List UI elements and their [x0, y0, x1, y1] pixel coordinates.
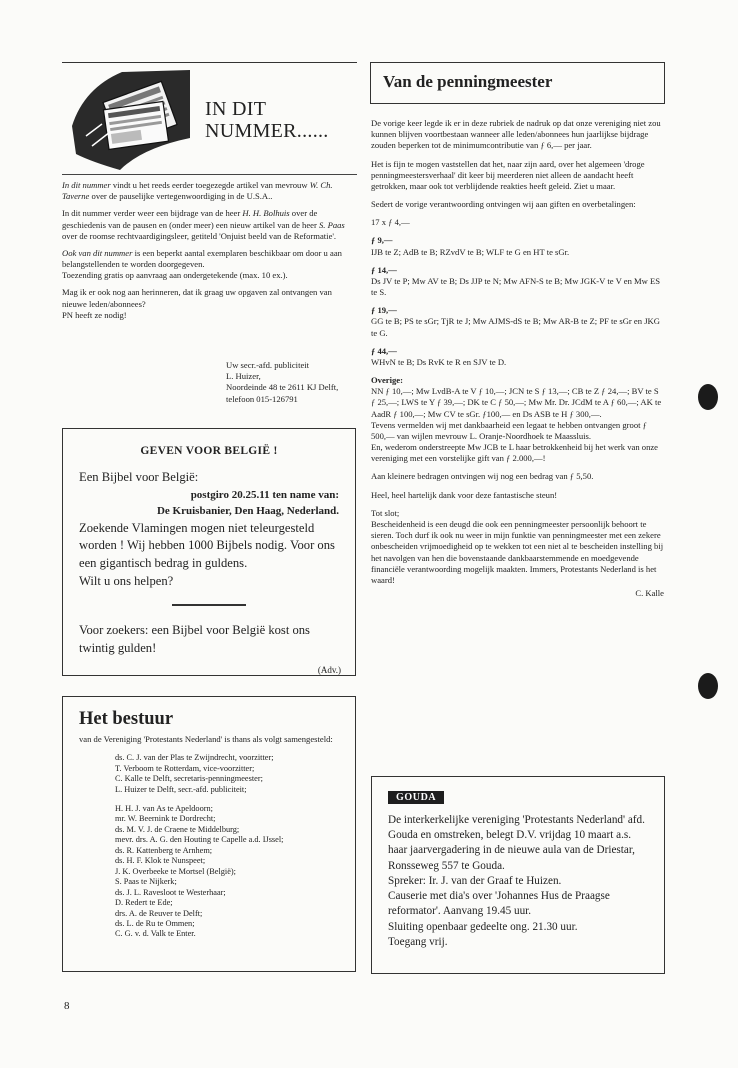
- donor-list: GG te B; PS te sGr; TjR te J; Mw AJMS-dS te B; Mw AR-B te Z; PF te sGr en JKG te G.: [371, 316, 660, 338]
- belgie-separator: [172, 604, 246, 606]
- board-member: S. Paas te Nijkerk;: [115, 877, 177, 887]
- board-member: C. G. v. d. Valk te Enter.: [115, 929, 196, 939]
- gouda-notice: [371, 776, 665, 974]
- paragraph: Aan kleinere bedragen ontvingen wij nog een bedrag van ƒ 5,50.: [371, 471, 594, 482]
- belgie-body: Zoekende Vlamingen mogen niet teleurgesteld worden ! Wij hebben 1000 Bijbels nodig. Voor ons een gigantisch bedrag in guldens.: [79, 520, 335, 570]
- bestuur-title: Het bestuur: [79, 709, 174, 729]
- board-member: D. Redert te Ede;: [115, 898, 173, 908]
- closing-paragraph: Bescheidenheid is een deugd die ook een penningmeester persoonlijk behoort te sieren. Toch durf ik ook nu weer in mijn funktie van penningmeester met een zekere onbescheiden vrijmoedigheid op te wekken tot een niet al te bescheiden instelling bij het navolgen van hen die bovenstaande dankbaarstemmende en moedgevende financiële verantwoording mogelijk maakten. Immers, Protestants Nederland is het waard!: [371, 518, 664, 585]
- bestuur-intro: van de Vereniging 'Protestants Nederland' is thans als volgt samengesteld:: [79, 734, 333, 744]
- board-member: mevr. drs. A. G. den Houting te Capelle a.d. IJssel;: [115, 835, 284, 845]
- board-member: ds. J. L. Ravesloot te Westerhaar;: [115, 887, 226, 897]
- belgie-footer: Voor zoekers: een Bijbel voor België kost ons twintig gulden!: [79, 623, 310, 655]
- board-list-officers: [115, 753, 355, 795]
- paragraph: Sedert de vorige verantwoording ontvingen wij aan giften en overbetalingen:: [371, 199, 636, 210]
- signature-block: [226, 360, 338, 405]
- title-line-1: IN DIT: [205, 98, 267, 120]
- punch-hole: [698, 384, 718, 410]
- board-member: C. Kalle te Delft, secretaris-penningmeester;: [115, 774, 263, 784]
- paragraph: 17 x ƒ 4,—: [371, 217, 410, 228]
- belgie-ask: Wilt u ons helpen?: [79, 573, 174, 588]
- top-rule-left: [62, 62, 357, 63]
- donor-list: Ds JV te P; Mw AV te B; Ds JJP te N; Mw AFN-S te B; Mw JGK-V te V en Mw ES te S.: [371, 275, 661, 298]
- overige-list: NN ƒ 10,—; Mw LvdB-A te V ƒ 10,—; JCN te S ƒ 13,—; CB te Z ƒ 24,—; BV te S ƒ 25,—; LWS te Y ƒ 39,—; DK te C ƒ 50,—; Mw Mr. Dr. JCdM te A ƒ 60,—; AK te AadR ƒ 100,—; Mw CV te sGr. ƒ100,— en Ds ASB te H ƒ 300,—.: [371, 386, 662, 419]
- intro-paragraph-2: In dit nummer verder weer een bijdrage van de heer H. H. Bolhuis over de geschiedenis van de pausen en (onder meer) een nieuw artikel van de heer S. Paas over de roomse rechtvaardigingsleer, getiteld 'Onjuist beeld van de Reformatie'.: [62, 208, 345, 241]
- section-title: [205, 98, 329, 142]
- gouda-badge: GOUDA: [388, 791, 444, 804]
- board-member: T. Verboom te Rotterdam, vice-voorzitter;: [115, 763, 255, 773]
- gouda-text: [388, 813, 653, 950]
- gift-note: En, wederom onderstreepte Mw JCB te L haar betrokkenheid bij het werk van onze vereniging met een vorstelijke gift van ƒ 2.000,—!: [371, 442, 659, 464]
- donor-list: IJB te Z; AdB te B; RZvdV te B; WLF te G en HT te sGr.: [371, 246, 570, 257]
- intro-paragraph-4: Mag ik er ook nog aan herinneren, dat ik graag uw opgaven zal ontvangen van nieuwe leden/abonnees? PN heeft ze nodig!: [62, 287, 332, 320]
- thanks: Heel, heel hartelijk dank voor deze fantastische steun!: [371, 489, 558, 500]
- penningmeester-header: [370, 62, 665, 104]
- signature-line: telefoon 015-126791: [226, 393, 298, 404]
- signature-line: Noordeinde 48 te 2611 KJ Delft,: [226, 382, 339, 393]
- closing-signature: C. Kalle: [635, 588, 664, 599]
- intro-paragraph-1: In dit nummer vindt u het reeds eerder toegezegde artikel van mevrouw W. Ch. Taverne over de pauselijke vertegenwoordiging in de U.S.A..: [62, 180, 333, 202]
- belgie-heading: GEVEN VOOR BELGIË !: [140, 445, 278, 457]
- title-rule: [62, 174, 357, 175]
- punch-hole: [698, 673, 718, 699]
- signature-line: L. Huizer,: [226, 371, 261, 382]
- board-member: J. K. Overbeeke te Mortsel (België);: [115, 866, 236, 876]
- title-line-2: NUMMER......: [205, 120, 329, 142]
- gouda-line: Spreker: Ir. J. van der Graaf te Huizen.: [388, 874, 562, 887]
- legacy-note: Tevens vermelden wij met dankbaarheid een legaat te hebben ontvangen groot ƒ 500,— van wijlen mevrouw L. Oranje-Noordhoek te Maassluis.: [371, 419, 647, 441]
- paragraph: Het is fijn te mogen vaststellen dat het, naar zijn aard, over het algemeen 'droge penningmeestersverhaal' dit keer bij meerderen niet alleen de aandacht heeft getrokken, maar ook tot verblijdende reakties heeft geleid. Ziet u maar.: [371, 158, 645, 191]
- gouda-line: Causerie met dia's over 'Johannes Hus de Praagse reformator'. Aanvang 19.45 uur.: [388, 890, 610, 918]
- intro-paragraph-3: Ook van dit nummer is een beperkt aantal exemplaren beschikbaar om door u aan belangstellenden te worden doorgegeven. Toezending gratis op aanvraag aan ondergetekende (max. 10 ex.).: [62, 247, 342, 281]
- penningmeester-title: Van de penningmeester: [383, 72, 553, 91]
- signature-line: Uw secr.-afd. publiciteit: [226, 360, 310, 370]
- page-number: 8: [64, 1000, 70, 1012]
- board-member: L. Huizer te Delft, secr.-afd. publiciteit;: [115, 784, 247, 794]
- board-list-members: [115, 804, 355, 940]
- overige-heading: Overige:: [371, 375, 403, 386]
- board-member: H. H. J. van As te Apeldoorn;: [115, 803, 213, 813]
- board-member: ds. H. F. Klok te Nunspeet;: [115, 856, 206, 866]
- belgie-line: Een Bijbel voor België:: [79, 470, 199, 484]
- adv-label: (Adv.): [317, 665, 341, 676]
- amount-heading: ƒ 19,—: [371, 305, 397, 316]
- paragraph: De vorige keer legde ik er in deze rubriek de nadruk op dat onze vereniging niet zou kunnen blijven voortbestaan wanneer alle leden/abonnees hun jaarlijkse bijdrage zouden beperken tot de minimumcontributie van ƒ 6,— per jaar.: [371, 118, 661, 151]
- belgie-giro-line: postgiro 20.25.11 ten name van:: [190, 488, 339, 501]
- board-member: ds. L. de Ru te Ommen;: [115, 918, 195, 928]
- newspaper-stack-icon: [62, 66, 192, 174]
- board-member: drs. A. de Reuver te Delft;: [115, 908, 203, 918]
- board-member: mr. W. Beernink te Dordrecht;: [115, 814, 216, 824]
- board-member: ds. C. J. van der Plas te Zwijndrecht, voorzitter;: [115, 753, 274, 763]
- gouda-line: Sluiting openbaar gedeelte ong. 21.30 uur.: [388, 920, 578, 933]
- amount-heading: ƒ 44,—: [371, 345, 397, 356]
- belgie-advertisement: [62, 428, 356, 676]
- board-member: ds. R. Kattenberg te Arnhem;: [115, 845, 213, 855]
- donor-list: WHvN te B; Ds RvK te R en SJV te D.: [371, 356, 507, 367]
- amount-heading: ƒ 14,—: [371, 264, 397, 275]
- amount-heading: ƒ 9,—: [371, 235, 393, 246]
- penningmeester-text: [371, 118, 664, 599]
- gouda-line: Toegang vrij.: [388, 935, 448, 948]
- bestuur-box: [62, 696, 356, 972]
- intro-text: [62, 180, 356, 327]
- closing-label: Tot slot;: [371, 507, 400, 518]
- gouda-paragraph: De interkerkelijke vereniging 'Protestants Nederland' afd. Gouda en omstreken, belegt D.V. vrijdag 10 maart a.s. haar jaarvergadering in de nieuwe aula van de Driestar, Ronsseweg 557 te Gouda.: [388, 814, 645, 872]
- belgie-giro-recipient: De Kruisbanier, Den Haag, Nederland.: [156, 505, 339, 518]
- board-member: ds. M. V. J. de Craene te Middelburg;: [115, 824, 240, 834]
